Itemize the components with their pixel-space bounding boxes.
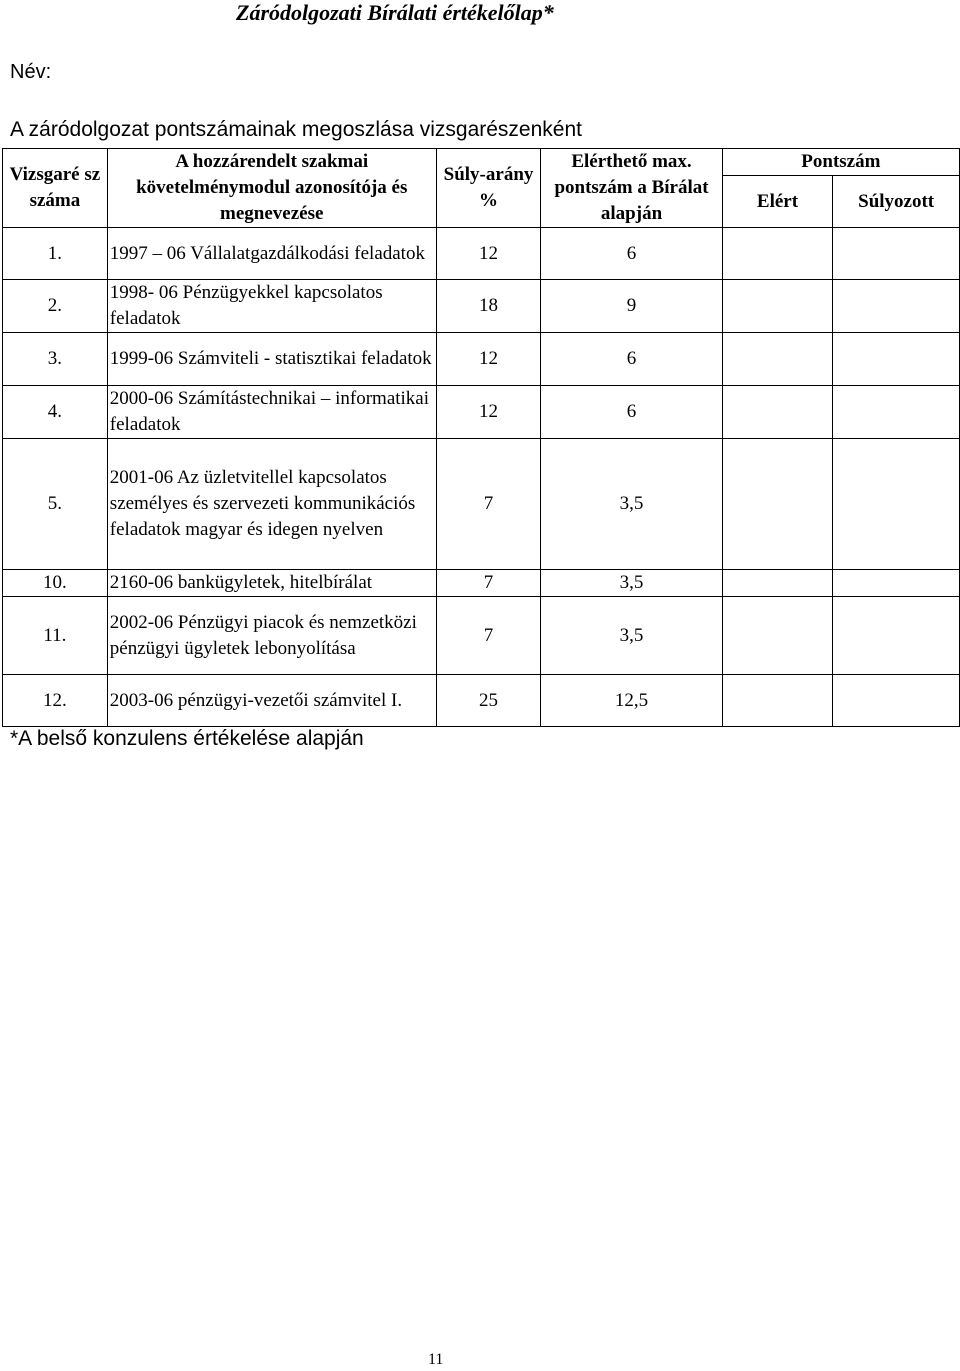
row-number: 11. xyxy=(3,597,108,675)
table-row xyxy=(3,280,960,333)
table-row xyxy=(3,333,960,386)
row-module: 1997 – 06 Vállalatgazdálkodási feladatok xyxy=(107,228,436,280)
row-max-points: 6 xyxy=(541,386,722,439)
row-module: 2001-06 Az üzletvitellel kapcsolatos személyes és szervezeti kommunikációs feladatok magyar és idegen nyelven xyxy=(107,439,436,570)
row-achieved-cell[interactable] xyxy=(722,280,833,333)
row-max-points: 6 xyxy=(541,228,722,280)
table-row xyxy=(3,228,960,280)
row-weight: 7 xyxy=(436,439,541,570)
row-achieved-cell[interactable] xyxy=(722,570,833,597)
row-weighted-cell[interactable] xyxy=(833,597,960,675)
row-number: 1. xyxy=(3,228,108,280)
header-exam-number: Vizsgaré sz száma xyxy=(3,149,108,228)
table-row xyxy=(3,386,960,439)
header-max-points: Elérthető max. pontszám a Bírálat alapján xyxy=(541,149,722,228)
row-module: 2000-06 Számítástechnikai – informatikai feladatok xyxy=(107,386,436,439)
row-max-points: 3,5 xyxy=(541,570,722,597)
table-row xyxy=(3,675,960,727)
row-weighted-cell[interactable] xyxy=(833,333,960,386)
row-module: 2002-06 Pénzügyi piacok és nemzetközi pénzügyi ügyletek lebonyolítása xyxy=(107,597,436,675)
row-number: 4. xyxy=(3,386,108,439)
row-achieved-cell[interactable] xyxy=(722,675,833,727)
row-achieved-cell[interactable] xyxy=(722,439,833,570)
row-number: 10. xyxy=(3,570,108,597)
row-achieved-cell[interactable] xyxy=(722,386,833,439)
row-max-points: 3,5 xyxy=(541,597,722,675)
row-module: 1998- 06 Pénzügyekkel kapcsolatos feladatok xyxy=(107,280,436,333)
row-achieved-cell[interactable] xyxy=(722,228,833,280)
row-weighted-cell[interactable] xyxy=(833,675,960,727)
row-weight: 25 xyxy=(436,675,541,727)
row-weight: 7 xyxy=(436,597,541,675)
row-number: 2. xyxy=(3,280,108,333)
table-row xyxy=(3,439,960,570)
row-achieved-cell[interactable] xyxy=(722,333,833,386)
row-number: 12. xyxy=(3,675,108,727)
row-module: 2160-06 bankügyletek, hitelbírálat xyxy=(107,570,436,597)
row-max-points: 3,5 xyxy=(541,439,722,570)
row-weighted-cell[interactable] xyxy=(833,228,960,280)
name-label: Név: xyxy=(10,61,52,83)
row-weight: 12 xyxy=(436,333,541,386)
row-module: 2003-06 pénzügyi-vezetői számvitel I. xyxy=(107,675,436,727)
header-weighted: Súlyozott xyxy=(833,176,960,228)
evaluation-table xyxy=(2,148,960,727)
row-max-points: 6 xyxy=(541,333,722,386)
header-points-group: Pontszám xyxy=(722,149,959,176)
footnote: *A belső konzulens értékelése alapján xyxy=(10,727,364,750)
header-achieved: Elért xyxy=(722,176,833,228)
row-max-points: 9 xyxy=(541,280,722,333)
row-max-points: 12,5 xyxy=(541,675,722,727)
row-weighted-cell[interactable] xyxy=(833,439,960,570)
document-title: Záródolgozati Bírálati értékelőlap* xyxy=(236,0,554,25)
row-weighted-cell[interactable] xyxy=(833,570,960,597)
row-module: 1999-06 Számviteli - statisztikai feladatok xyxy=(107,333,436,386)
header-weight: Súly-arány % xyxy=(436,149,541,228)
row-weighted-cell[interactable] xyxy=(833,386,960,439)
page-number: 11 xyxy=(428,1351,444,1368)
row-weighted-cell[interactable] xyxy=(833,280,960,333)
row-weight: 12 xyxy=(436,386,541,439)
document-subtitle: A záródolgozat pontszámainak megoszlása vizsgarészenként xyxy=(10,118,582,141)
row-weight: 12 xyxy=(436,228,541,280)
row-achieved-cell[interactable] xyxy=(722,597,833,675)
header-module: A hozzárendelt szakmai követelménymodul azonosítója és megnevezése xyxy=(107,149,436,228)
row-weight: 7 xyxy=(436,570,541,597)
row-weight: 18 xyxy=(436,280,541,333)
table-row xyxy=(3,597,960,675)
table-row xyxy=(3,570,960,597)
row-number: 3. xyxy=(3,333,108,386)
row-number: 5. xyxy=(3,439,108,570)
